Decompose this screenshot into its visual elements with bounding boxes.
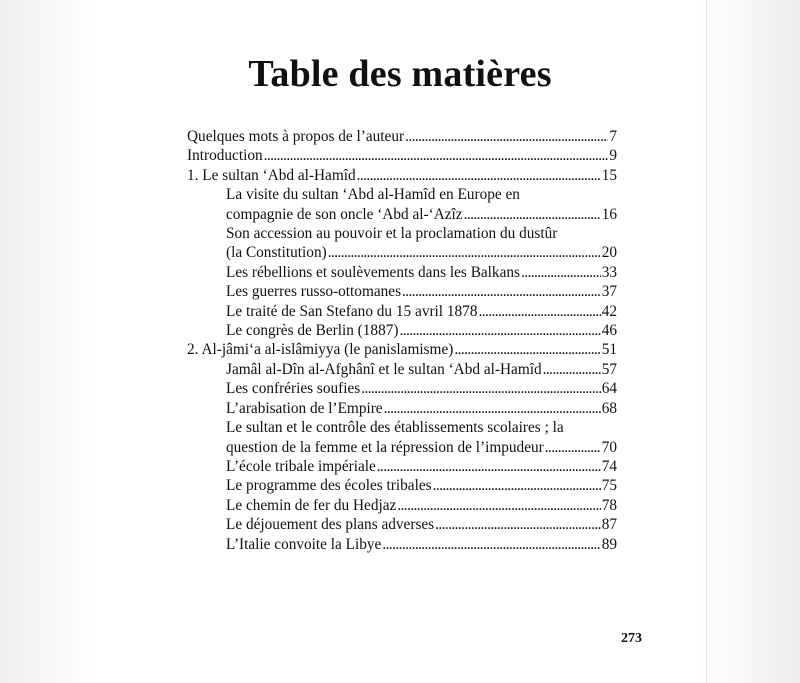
- toc-entry-title: Quelques mots à propos de l’auteur: [187, 128, 405, 145]
- toc-entry-page: 57: [601, 360, 617, 378]
- toc-entry-title: question de la femme et la répression de l’impudeur: [226, 438, 544, 456]
- toc-entry: [226, 515, 617, 534]
- toc-entry-title-line: Le sultan et le contrôle des établissements scolaires ; la: [226, 419, 564, 437]
- toc-entry-page: 20: [601, 244, 617, 262]
- toc-entry: [226, 399, 617, 418]
- dot-leader: [543, 360, 601, 379]
- toc-entry: [187, 146, 617, 165]
- toc-entry: [226, 476, 617, 495]
- dot-leader: [361, 379, 600, 398]
- dot-leader: [377, 457, 601, 476]
- toc-entry-page: 64: [601, 380, 617, 398]
- toc-entry-page: 51: [601, 341, 617, 359]
- toc-entry-title-line: La visite du sultan ‘Abd al-Hamîd en Europe en: [226, 186, 520, 204]
- toc-entry-page: 68: [601, 399, 617, 417]
- toc-entry: [187, 127, 617, 146]
- toc-entry: [226, 535, 617, 554]
- toc-entry-title: 1. Le sultan ‘Abd al-Hamîd: [187, 166, 356, 184]
- toc-entry-page: 87: [601, 516, 617, 534]
- dot-leader: [545, 438, 601, 457]
- dot-leader: [435, 515, 601, 534]
- dot-leader: [328, 243, 601, 262]
- toc-entry: [226, 360, 617, 379]
- toc-entry: [187, 340, 617, 359]
- toc-entry-page: 89: [601, 535, 617, 553]
- toc-entry-title: L’école tribale impériale: [226, 457, 376, 475]
- toc-entry-title: compagnie de son oncle ‘Abd al-‘Azîz: [226, 205, 463, 223]
- toc-entry-page: 70: [601, 438, 617, 456]
- dot-leader: [384, 399, 601, 418]
- toc-entry-title: Le déjouement des plans adverses: [226, 516, 435, 534]
- toc-entry: [226, 302, 617, 321]
- page-number: 273: [621, 631, 642, 646]
- dot-leader: [405, 127, 608, 146]
- toc-entry-page: 9: [609, 147, 617, 165]
- toc-entry: [226, 263, 617, 282]
- dot-leader: [478, 302, 600, 321]
- page-edge-line: [706, 0, 707, 683]
- toc-entry: [226, 185, 617, 224]
- dot-leader: [399, 321, 600, 340]
- toc-entry-title: Jamâl al-Dîn al-Afghânî et le sultan ‘Abd al-Hamîd: [226, 360, 542, 378]
- page-edge-shadow-right: [700, 0, 800, 683]
- toc-entry-page: 7: [609, 128, 617, 145]
- toc-entry-page: 15: [601, 166, 617, 184]
- toc-entry: [187, 166, 617, 185]
- toc-entry-title: Les guerres russo-ottomanes: [226, 283, 402, 301]
- toc-entry: [226, 379, 617, 398]
- toc-entry-title: Le traité de San Stefano du 15 avril 1878: [226, 302, 478, 320]
- toc-entry: [226, 321, 617, 340]
- dot-leader: [397, 496, 600, 515]
- toc-entry: [226, 457, 617, 476]
- dot-leader: [454, 340, 600, 359]
- page-edge-shadow-left: [0, 0, 95, 683]
- table-of-contents: [187, 127, 617, 554]
- toc-entry-page: 37: [601, 283, 617, 301]
- toc-entry-title: Le congrès de Berlin (1887): [226, 322, 399, 340]
- toc-entry-page: 16: [601, 205, 617, 223]
- toc-entry: [226, 224, 617, 263]
- dot-leader: [357, 166, 601, 185]
- toc-entry-page: 46: [601, 322, 617, 340]
- page-title: Table des matières: [248, 53, 552, 95]
- toc-entry: [226, 282, 617, 301]
- toc-entry-page: 78: [601, 496, 617, 514]
- toc-entry: [226, 496, 617, 515]
- dot-leader: [264, 146, 609, 165]
- toc-entry-page: 74: [601, 457, 617, 475]
- toc-entry-title-line: Son accession au pouvoir et la proclamation du dustûr: [226, 225, 558, 243]
- toc-entry-page: 33: [601, 263, 617, 281]
- toc-entry-title: Les confréries soufies: [226, 380, 361, 398]
- dot-leader: [433, 476, 601, 495]
- toc-entry-title: L’arabisation de l’Empire: [226, 399, 383, 417]
- toc-entry-title: (la Constitution): [226, 244, 327, 262]
- toc-entry-title: Les rébellions et soulèvements dans les Balkans: [226, 263, 520, 281]
- toc-entry-title: Le chemin de fer du Hedjaz: [226, 496, 397, 514]
- toc-entry: [226, 418, 617, 457]
- toc-entry-title: Introduction: [187, 147, 263, 165]
- dot-leader: [382, 535, 600, 554]
- toc-entry-page: 42: [601, 302, 617, 320]
- toc-entry-title: Le programme des écoles tribales: [226, 477, 432, 495]
- toc-entry-title: 2. Al-jâmi‘a al-islâmiyya (le panislamisme): [187, 341, 454, 359]
- toc-entry-title: L’Italie convoite la Libye: [226, 535, 382, 553]
- dot-leader: [464, 205, 601, 224]
- dot-leader: [402, 282, 601, 301]
- toc-entry-page: 75: [601, 477, 617, 495]
- dot-leader: [521, 263, 601, 282]
